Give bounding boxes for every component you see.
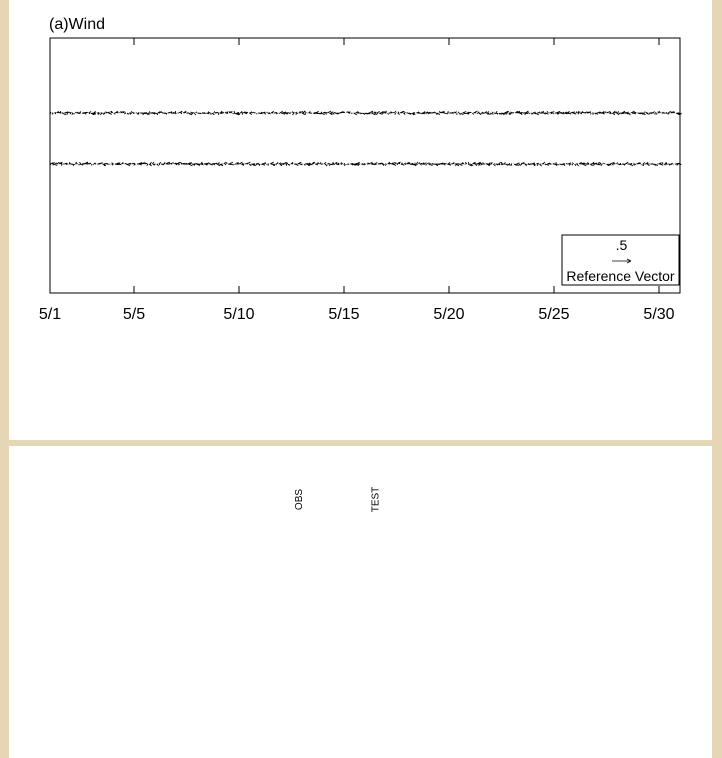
x-tick-label: 5/30 (643, 306, 675, 323)
reference-vector-label: Reference Vector (566, 268, 675, 284)
chart-title: (a)Wind (49, 16, 106, 33)
series-label-test: TEST (370, 486, 382, 513)
x-tick-label: 5/25 (538, 306, 570, 323)
vector-series-obs (50, 111, 682, 115)
x-tick-label: 5/15 (328, 306, 360, 323)
chart-panel (9, 0, 712, 440)
x-tick-label: 5/5 (122, 306, 146, 323)
reference-vector-value: .5 (615, 237, 628, 253)
vector-arrows (50, 111, 682, 115)
series-label-panel (9, 446, 712, 758)
series-label-obs: OBS (294, 488, 306, 511)
wind-vector-chart (9, 0, 712, 440)
x-tick-label: 5/1 (38, 306, 62, 323)
vector-arrows (50, 162, 682, 166)
x-tick-label: 5/10 (223, 306, 255, 323)
vector-series-test (50, 162, 682, 166)
x-tick-label: 5/20 (433, 306, 465, 323)
